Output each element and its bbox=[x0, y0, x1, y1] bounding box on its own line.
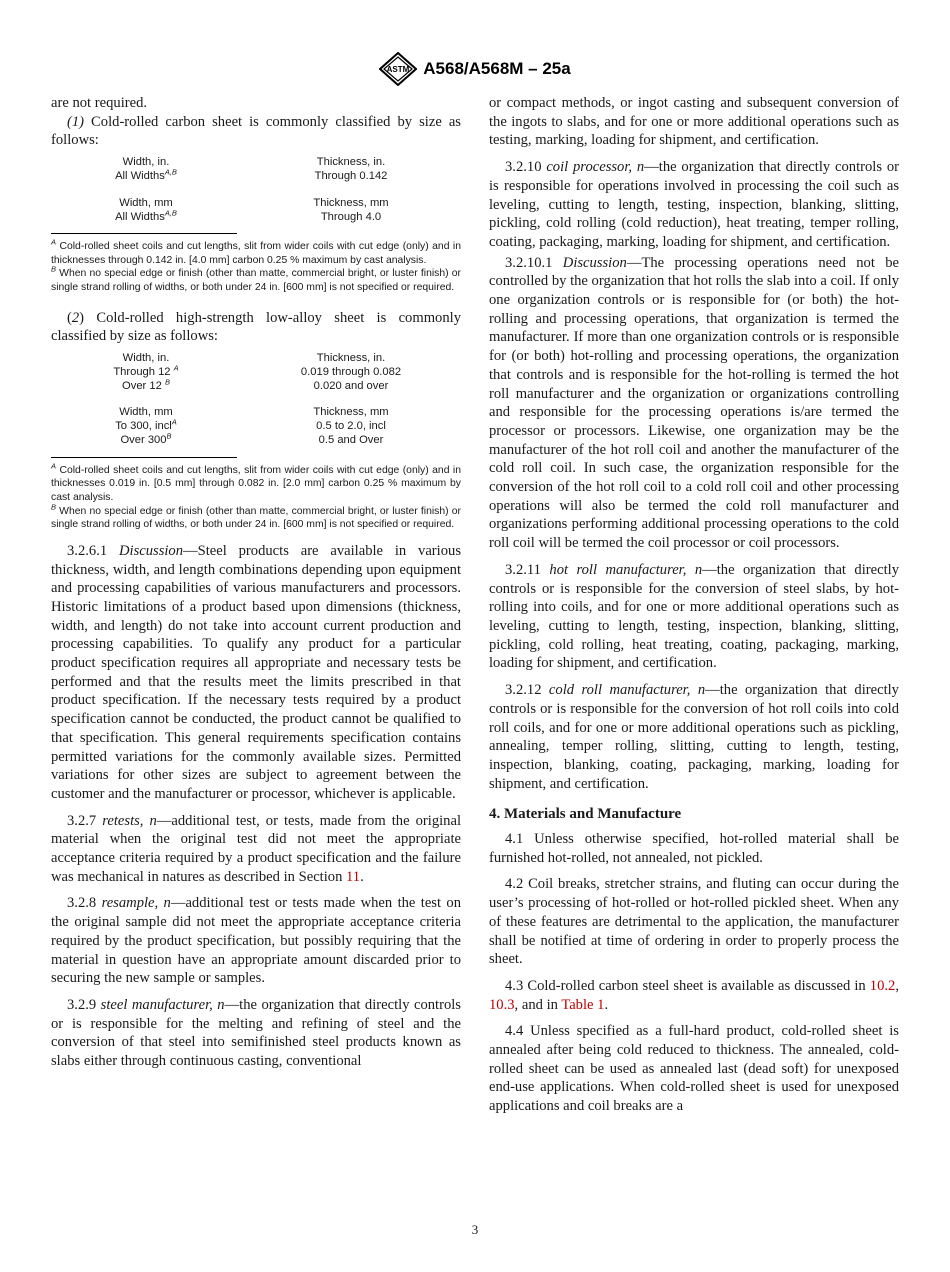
table-cell: Over 12 $^B$ bbox=[122, 376, 170, 392]
footnote: $^A$ Cold-rolled sheet coils and cut lengths, slit from wider coils with cut edge (only) and in thicknesses through 0.142 in. [4.0 mm] carbon 0.25 % maximum by cast analysis. bbox=[51, 237, 461, 266]
table-cell: All Widths$^{A,B}$ bbox=[115, 207, 177, 223]
section-3-2-8: 3.2.8 resample, n—additional test or tests made when the test on the original sample did not meet the appropriate acceptance criteria required by the product specification, but possibly requiring that the material in question have an appropriate amount discarded prior to securing the new sample or samples. bbox=[51, 895, 461, 987]
paragraph-4-2: 4.2 Coil breaks, stretcher strains, and fluting can occur during the user’s processing of hot-rolled or hot-rolled pickled sheet. When any of these features are detrimental to the application, the manufacturer shall be notified at time of ordering in order to properly process the sheet. bbox=[489, 876, 899, 968]
section-11-link[interactable]: 11 bbox=[346, 868, 361, 885]
table-header: Width, mm bbox=[119, 196, 173, 209]
table-cell: 0.019 through 0.082 bbox=[300, 365, 402, 378]
paragraph: (2) Cold-rolled high-strength low-alloy sheet is commonly classified by size as follows: bbox=[51, 309, 461, 345]
paragraph: are not required. bbox=[51, 95, 148, 111]
table-header: Width, in. bbox=[122, 156, 170, 169]
table-header: Thickness, mm bbox=[313, 196, 389, 209]
svg-text:ASTM: ASTM bbox=[386, 65, 410, 74]
table-header: Width, mm bbox=[119, 406, 173, 419]
section-3-2-12: 3.2.12 cold roll manufacturer, n—the organization that directly controls or is responsible for the conversion of hot roll coils into cold roll coils, and for one or more additional operations such as pickling, annealing, temper rolling, slitting, cutting to length, testing, inspection, blanking, coating, packaging, marking, loading for shipment, and certification. bbox=[489, 682, 899, 792]
footnote: $^B$ When no special edge or finish (other than matte, commercial bright, or luster finish) or single strand rolling of widths, or both under 24 in. [600 mm] is not specified or required. bbox=[51, 265, 461, 294]
left-column bbox=[51, 94, 461, 1071]
table-cell: All Widths$^{A,B}$ bbox=[115, 167, 177, 182]
section-3-2-9: 3.2.9 steel manufacturer, n—the organization that directly controls or is responsible for the melting and refining of steel and the conversion of that steel into semifinished steel products known as slabs either through continuous casting, conventional bbox=[51, 997, 461, 1070]
section-10-2-link[interactable]: 10.2 bbox=[869, 977, 896, 994]
section-3-2-10: 3.2.10 coil processor, n—the organization that directly controls or is responsible for operations involved in processing the coil such as leveling, cutting to length, testing, inspection, blanking, slitting, pickling, cold rolling (cold reduction), heat treating, temper rolling, coating, packaging, marking, loading for shipment, and certification. bbox=[489, 159, 899, 250]
paragraph: (1) Cold-rolled carbon sheet is commonly classified by size as follows: bbox=[51, 113, 461, 149]
table-1-link[interactable]: Table 1 bbox=[561, 996, 605, 1013]
table-cell: Through 0.142 bbox=[314, 169, 388, 182]
hsla-sheet-size-table bbox=[51, 352, 461, 448]
table-header: Width, in. bbox=[122, 352, 170, 365]
right-column bbox=[489, 94, 899, 1116]
standard-designation: A568/A568M – 25a bbox=[423, 59, 571, 78]
astm-logo-icon bbox=[379, 52, 417, 86]
page-number: 3 bbox=[471, 1222, 479, 1237]
footnote: $^B$ When no special edge or finish (other than matte, commercial bright, or luster finish) or single strand rolling of widths, or both under 24 in. [600 mm] is not specified or required. bbox=[51, 502, 461, 531]
table-cell: 0.5 to 2.0, incl bbox=[316, 420, 386, 433]
section-heading: 4. Materials and Manufacture bbox=[489, 806, 682, 823]
table-cell: Through 12 $^A$ bbox=[113, 363, 179, 378]
footnote: $^A$ Cold-rolled sheet coils and cut lengths, slit from wider coils with cut edge (only) and in thicknesses 0.019 in. [0.5 mm] through 0.082 in. [2.0 mm] carbon 0.25 % maximum by cast analysis. bbox=[51, 461, 461, 504]
footnote-divider bbox=[51, 233, 237, 234]
paragraph-4-1: 4.1 Unless otherwise specified, hot-rolled material shall be furnished hot-rolled, not annealed, not pickled. bbox=[489, 831, 899, 866]
section-3-2-7: 3.2.7 retests, n—additional test, or tests, made from the original material when the original test did not meet the appropriate acceptance criteria required by a product specification and the failure was mechanical in natures as described in Section 11. bbox=[51, 812, 461, 885]
table-cell: To 300, incl$^A$ bbox=[115, 417, 177, 433]
table-cell: 0.5 and Over bbox=[318, 434, 384, 447]
paragraph-4-3: 4.3 Cold-rolled carbon steel sheet is available as discussed in 10.2, 10.3, and in Table 1. bbox=[489, 977, 899, 1013]
carbon-sheet-size-table bbox=[51, 156, 461, 224]
table-header: Thickness, in. bbox=[316, 352, 386, 365]
footnote-divider bbox=[51, 457, 237, 458]
paragraph-4-4: 4.4 Unless specified as a full-hard product, cold-rolled sheet is annealed after being cold reduced to thickness. The annealed, cold-rolled sheet can be used as annealed last (dead soft) for unexposed end-use applications. When cold-rolled sheet is used for unexposed applications and coil breaks are a bbox=[489, 1023, 899, 1115]
section-10-3-link[interactable]: 10.3 bbox=[489, 996, 515, 1013]
paragraph: or compact methods, or ingot casting and subsequent conversion of the ingots to slabs, and for one or more additional operations such as testing, marking, loading for shipment, and certification. bbox=[489, 95, 899, 149]
table-cell: 0.020 and over bbox=[313, 379, 389, 392]
table-cell: Through 4.0 bbox=[320, 210, 382, 223]
section-3-2-11: 3.2.11 hot roll manufacturer, n—the organization that directly controls or is responsible for the conversion of steel slabs, by hot-rolling into coils, and for one or more additional operations such as leveling, cutting to length, testing, inspection, blanking, slitting, pickling, cold rolling, heat treating, coating, packaging, marking, loading for shipment, and certification. bbox=[489, 561, 899, 672]
table-cell: Over $300^B$ bbox=[120, 431, 172, 447]
table-header: Thickness, in. bbox=[316, 156, 386, 169]
table-header: Thickness, mm bbox=[313, 406, 389, 419]
section-3-2-10-1: 3.2.10.1 Discussion—The processing operations need not be controlled by the organization that hot rolls the slab into a coil. If only one organization controls or is responsible for (or both) the hot-rolling and processing operations, that organization is termed the manufacturer. If more than one organization controls or is responsible for (or both) hot-rolling and processing operations, the organization that controls and is responsible for the hot-rolling is termed the hot roll manufacturer and the organization or organizations controlling and responsible for the processing operations is/are termed the processor or processors. Likewise, one organization may be the manufacturer of the hot roll coil and another the manufacturer of the cold roll coil. In such case, the organization responsible for the conversion of the hot roll coil to a cold roll coil and other processing operations will also be termed the cold roll manufacturer and organizations performing additional processing operations to the cold roll coil will be termed the coil processor or coil processors. bbox=[489, 254, 900, 552]
section-3-2-6-1: 3.2.6.1 Discussion—Steel products are available in various thickness, width, and length combinations depending upon equipment and processing capabilities of various manufacturers and processors. Historic limitations of a product based upon dimensions (thickness, width, and length) do not take into account current production and processing capabilities. To qualify any product for a particular product specification requires all appropriate and necessary tests be performed and that the results meet the limits prescribed in that product specification. If the necessary tests required by a product specification cannot be conducted, the product cannot be qualified to that specification. This general requirements specification contains permitted variations for the commonly available sizes. Permitted variations for other sizes are subject to agreement between the customer and the manufacturer or processor, whichever is applicable. bbox=[51, 542, 461, 802]
page-header bbox=[0, 52, 950, 86]
